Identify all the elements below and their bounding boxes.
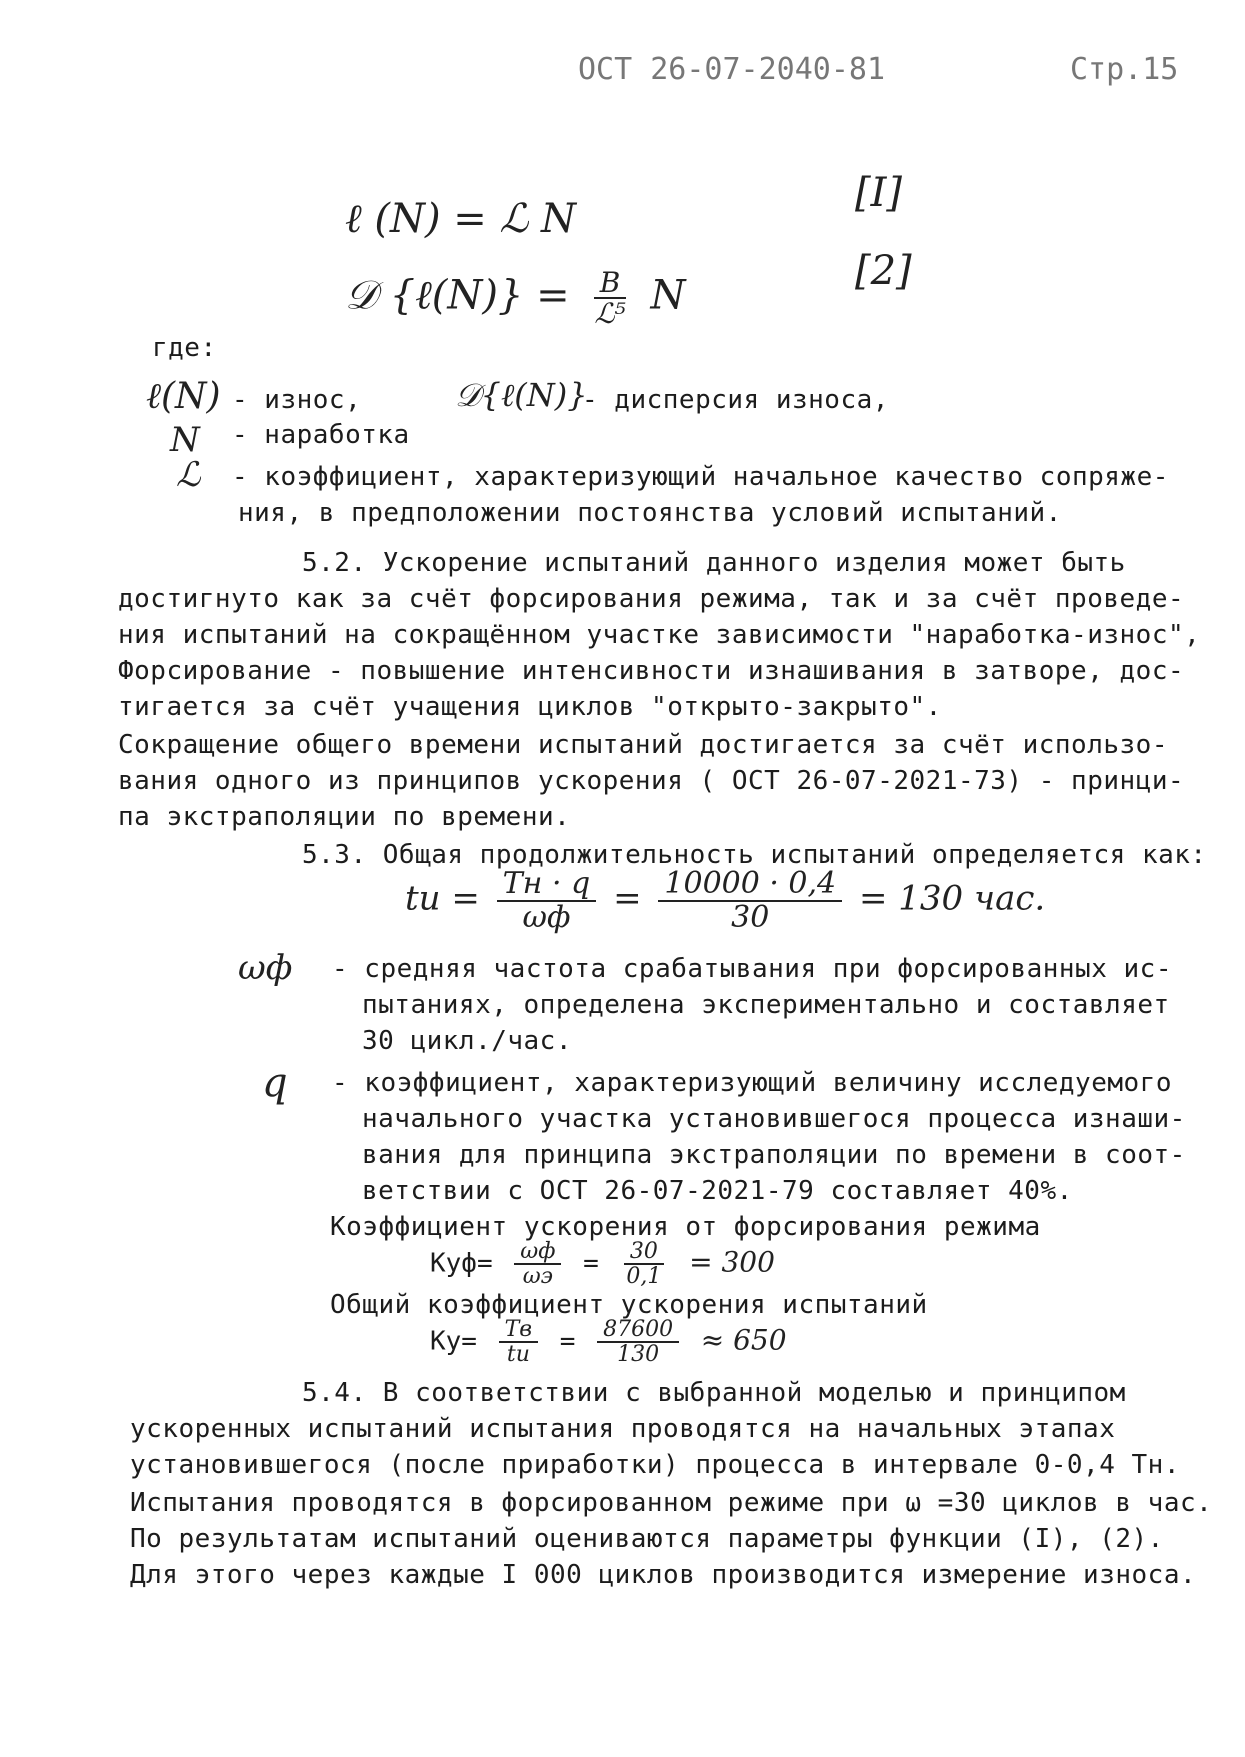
k-uf-label: Коэффициент ускорения от форсирования режима: [330, 1212, 1041, 1242]
formula-tag-1: [I]: [855, 170, 903, 216]
formula-dispersion-lhs: 𝒟 {ℓ(N)} =: [345, 272, 570, 319]
fraction-denominator: ωф: [522, 899, 571, 935]
q-definition-line: начального участка установившегося процесса изнаши-: [362, 1104, 1186, 1134]
fraction-denominator: ωэ: [522, 1264, 553, 1290]
where-label: где:: [152, 333, 217, 363]
duration-result: = 130 час.: [858, 878, 1046, 919]
k-y-result: ≈ 650: [700, 1323, 787, 1357]
k-uf-formula: [430, 1240, 775, 1288]
k-uf-fraction-2: [620, 1240, 667, 1288]
omega-symbol: ωф: [238, 948, 293, 988]
fraction-numerator: Tв: [499, 1318, 538, 1343]
document-code: ОСТ 26-07-2040-81: [578, 52, 886, 87]
k-uf-fraction-1: [514, 1240, 561, 1288]
operating-symbol: N: [170, 420, 200, 460]
fraction-denominator: 0,1: [626, 1264, 662, 1290]
paragraph-line: ния испытаний на сокращённом участке зависимости "наработка-износ",: [118, 620, 1201, 650]
paragraph-line: установившегося (после приработки) процесса в интервале 0-0,4 Tн.: [130, 1450, 1180, 1480]
paragraph-line: ускоренных испытаний испытания проводятся на начальных этапах: [130, 1414, 1116, 1444]
fraction-numerator: ωф: [514, 1240, 561, 1265]
formula-tag-2: [2]: [855, 248, 912, 294]
equals-sign: =: [613, 878, 642, 919]
wear-symbol: ℓ(N): [146, 376, 221, 417]
paragraph-line: па экстраполяции по времени.: [118, 802, 571, 832]
omega-definition-line: пытаниях, определена экспериментально и составляет: [362, 990, 1170, 1020]
k-uf-result: = 300: [689, 1245, 775, 1279]
paragraph-line: По результатам испытаний оцениваются параметры функции (I), (2).: [130, 1524, 1164, 1554]
dispersion-symbol: 𝒟{ℓ(N)}: [455, 376, 588, 414]
fraction-numerator: 30: [624, 1240, 664, 1265]
paragraph-line: тигается за счёт учащения циклов "открыто-закрыто".: [118, 692, 942, 722]
fraction-numerator: 87600: [597, 1318, 679, 1343]
omega-definition-line: - средняя частота срабатывания при форсированных ис-: [332, 954, 1172, 984]
paragraph-line: Для этого через каждые I 000 циклов производится измерение износа.: [130, 1560, 1197, 1590]
q-definition-line: ветствии с ОСТ 26-07-2021-79 составляет 40%.: [362, 1176, 1073, 1206]
fraction-denominator: 130: [617, 1342, 660, 1368]
fraction-numerator: Tн · q: [497, 868, 597, 902]
k-y-fraction-1: [499, 1318, 538, 1366]
formula-dispersion-fraction: [588, 268, 631, 329]
coef-definition-line-2: ния, в предположении постоянства условий испытаний.: [238, 498, 1062, 528]
fraction-denominator: ℒ⁵: [594, 297, 626, 331]
coef-definition-line-1: - коэффициент, характеризующий начальное качество сопряже-: [232, 462, 1169, 492]
fraction-denominator: 30: [731, 899, 770, 935]
paragraph-line: достигнуто как за счёт форсирования режима, так и за счёт проведе-: [118, 584, 1185, 614]
wear-definition: - износ,: [232, 385, 362, 415]
dispersion-definition: - дисперсия износа,: [582, 385, 889, 415]
operating-definition: - наработка: [232, 420, 410, 450]
paragraph-line: вания одного из принципов ускорения ( ОСТ 26-07-2021-73) - принци-: [118, 766, 1185, 796]
paragraph-line: 5.4. В соответствии с выбранной моделью и принципом: [302, 1378, 1126, 1408]
duration-fraction-1: [497, 868, 597, 933]
k-y-label: Общий коэффициент ускорения испытаний: [330, 1290, 928, 1320]
q-symbol: q: [262, 1060, 288, 1106]
duration-formula: [405, 868, 1045, 933]
q-definition-line: вания для принципа экстраполяции по времени в соот-: [362, 1140, 1186, 1170]
fraction-denominator: tи: [506, 1342, 530, 1368]
k-y-formula: [430, 1318, 787, 1366]
fraction-numerator: 10000 · 0,4: [658, 868, 842, 902]
equals-sign: =: [583, 1248, 599, 1279]
formula-dispersion: [345, 268, 685, 329]
fraction-numerator: B: [594, 268, 627, 299]
equals-sign: =: [559, 1326, 576, 1357]
q-definition-line: - коэффициент, характеризующий величину исследуемого: [332, 1068, 1172, 1098]
paragraph-line: 5.2. Ускорение испытаний данного изделия может быть: [302, 548, 1126, 578]
k-uf-lhs: Kуф=: [430, 1248, 493, 1279]
k-y-lhs: Kу=: [430, 1326, 477, 1357]
paragraph-line: Сокращение общего времени испытаний достигается за счёт использо-: [118, 730, 1168, 760]
coef-symbol: ℒ: [176, 455, 201, 495]
duration-lhs: tи =: [405, 878, 480, 919]
k-y-fraction-2: [597, 1318, 679, 1366]
duration-fraction-2: [658, 868, 842, 933]
page-number: Стр.15: [1070, 52, 1179, 87]
section-5-3-intro: 5.3. Общая продолжительность испытаний определяется как:: [302, 840, 1207, 870]
paragraph-line: Форсирование - повышение интенсивности изнашивания в затворе, дос-: [118, 656, 1185, 686]
formula-dispersion-rhs: N: [650, 272, 686, 319]
paragraph-line: Испытания проводятся в форсированном режиме при ω =30 циклов в час.: [130, 1488, 1213, 1518]
formula-wear: ℓ (N) = ℒ N: [345, 196, 577, 242]
omega-definition-line: 30 цикл./час.: [362, 1026, 572, 1056]
